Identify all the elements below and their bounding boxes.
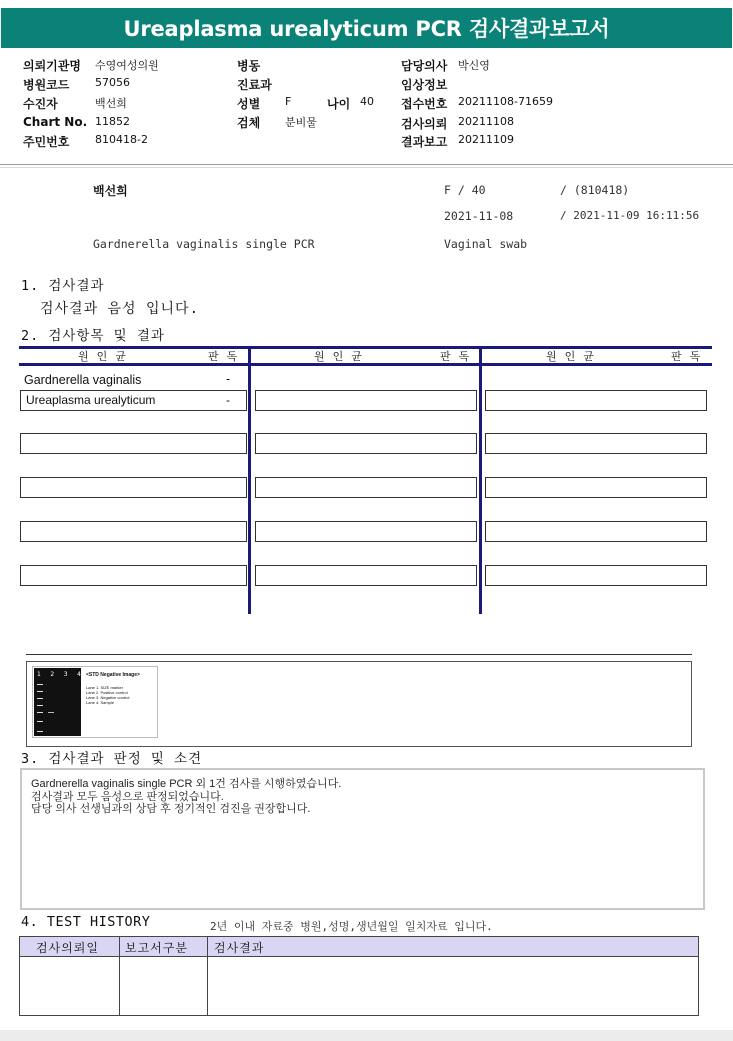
header-divider — [0, 164, 733, 165]
hospital-code-label: 병원코드 — [23, 78, 70, 92]
clinical-info-label: 임상정보 — [401, 78, 448, 92]
report-date-label: 결과보고 — [401, 135, 448, 149]
gel-legend-item: Lane 2. Positive control — [86, 690, 128, 695]
history-table-header — [20, 937, 698, 957]
gel-image-title: <STD Negative Image> — [86, 672, 140, 678]
col-pathogen-2: 원인균 — [314, 350, 370, 363]
request-date-value: 20211108 — [458, 115, 514, 128]
history-col-request-date: 검사의뢰일 — [36, 941, 99, 955]
col-pathogen-1: 원인균 — [78, 350, 134, 363]
specimen-value: 분비물 — [285, 116, 317, 129]
section2-heading: 2. 검사항목 및 결과 — [21, 328, 165, 344]
patient-birth: / (810418) — [560, 183, 630, 197]
gel-image — [32, 666, 158, 738]
lane-number: 1 — [37, 671, 41, 678]
section4-heading: 4. TEST HISTORY — [21, 914, 151, 930]
patient-name: 백선희 — [93, 184, 128, 198]
empty-cell — [20, 521, 247, 542]
col-judge-1: 판독 — [208, 350, 246, 363]
table-divider-2 — [479, 346, 482, 614]
patient-report-date: / 2021-11-09 16:11:56 — [560, 209, 700, 222]
history-col-report-type: 보고서구분 — [125, 941, 188, 955]
lane-numbers — [37, 671, 81, 678]
empty-cell — [255, 390, 477, 411]
col-judge-3: 판독 — [671, 350, 709, 363]
patient-label: 수진자 — [23, 97, 58, 111]
gel-strip — [34, 668, 81, 736]
col-pathogen-3: 원인균 — [546, 350, 602, 363]
patient-sex-age: F / 40 — [444, 183, 486, 197]
lane-number: 2 — [50, 671, 55, 678]
history-col-result: 검사결과 — [214, 941, 265, 955]
chart-no-value: 11852 — [95, 115, 130, 128]
result-cell-2 — [20, 390, 247, 411]
section3-heading: 3. 검사결과 판정 및 소견 — [21, 751, 203, 767]
hospital-code-value: 57056 — [95, 76, 130, 89]
image-panel-rule — [26, 654, 692, 655]
department-label: 진료과 — [237, 78, 272, 92]
empty-cell — [20, 477, 247, 498]
hospital-value: 수영여성의원 — [95, 59, 159, 72]
section1-result: 검사결과 음성 입니다. — [40, 301, 200, 317]
empty-cell — [485, 390, 707, 411]
gel-legend-item: Lane 4. Sample — [86, 700, 115, 705]
empty-cell — [485, 521, 707, 542]
resident-no-label: 주민번호 — [23, 135, 70, 149]
history-table — [19, 936, 699, 1016]
opinion-text: Gardnerella vaginalis single PCR 외 1건 검사를 시행하였습니다. 검사결과 모두 음성으로 판정되었습니다. 담당 의사 선생님과의 상담 후 정기적인 검진을 권장합니다. — [31, 778, 342, 815]
section1-heading: 1. 검사결과 — [21, 278, 105, 294]
sex-value: F — [285, 95, 292, 108]
hospital-label: 의뢰기관명 — [23, 59, 81, 73]
specimen-label: 검체 — [237, 116, 261, 130]
header-divider-shadow — [0, 167, 733, 168]
gel-legend — [86, 685, 129, 705]
lane-number: 4 — [77, 671, 81, 678]
age-label: 나이 — [327, 97, 351, 111]
request-date-label: 검사의뢰 — [401, 117, 448, 131]
sex-label: 성별 — [237, 97, 261, 111]
empty-cell — [255, 565, 477, 586]
result-name-2: Ureaplasma urealyticum — [26, 393, 156, 407]
empty-cell — [485, 433, 707, 454]
empty-cell — [20, 565, 247, 586]
result-name-1: Gardnerella vaginalis — [24, 373, 142, 387]
report-date-value: 20211109 — [458, 133, 514, 146]
ward-label: 병동 — [237, 59, 261, 73]
report-title: Ureaplasma urealyticum PCR 검사결과보고서 — [1, 8, 732, 48]
test-name: Gardnerella vaginalis single PCR — [93, 237, 315, 251]
empty-cell — [255, 477, 477, 498]
gel-legend-item: Lane 3. Negative control — [86, 695, 130, 700]
history-col-divider — [207, 937, 208, 1015]
opinion-box — [20, 768, 705, 910]
patient-request-date: 2021-11-08 — [444, 209, 514, 223]
receipt-no-label: 접수번호 — [401, 97, 448, 111]
empty-cell — [485, 477, 707, 498]
doctor-value: 박신영 — [458, 59, 490, 72]
col-judge-2: 판독 — [440, 350, 478, 363]
result-value-1: - — [226, 372, 231, 386]
chart-no-label: Chart No. — [23, 115, 88, 129]
empty-cell — [255, 433, 477, 454]
empty-cell — [20, 433, 247, 454]
empty-cell — [255, 521, 477, 542]
lane-number: 3 — [63, 671, 68, 678]
result-value-2: - — [226, 393, 230, 407]
gel-legend-item: Lane 1. SIZE marker — [86, 685, 123, 690]
history-col-divider — [119, 937, 120, 1015]
resident-no-value: 810418-2 — [95, 133, 148, 146]
age-value: 40 — [360, 95, 374, 108]
empty-cell — [485, 565, 707, 586]
table-divider-1 — [248, 346, 251, 614]
receipt-no-value: 20211108-71659 — [458, 95, 553, 108]
history-note: 2년 이내 자료중 병원,성명,생년월일 일치자료 입니다. — [210, 920, 493, 933]
patient-value: 백선희 — [95, 97, 127, 110]
specimen-type: Vaginal swab — [444, 237, 528, 251]
doctor-label: 담당의사 — [401, 59, 448, 73]
